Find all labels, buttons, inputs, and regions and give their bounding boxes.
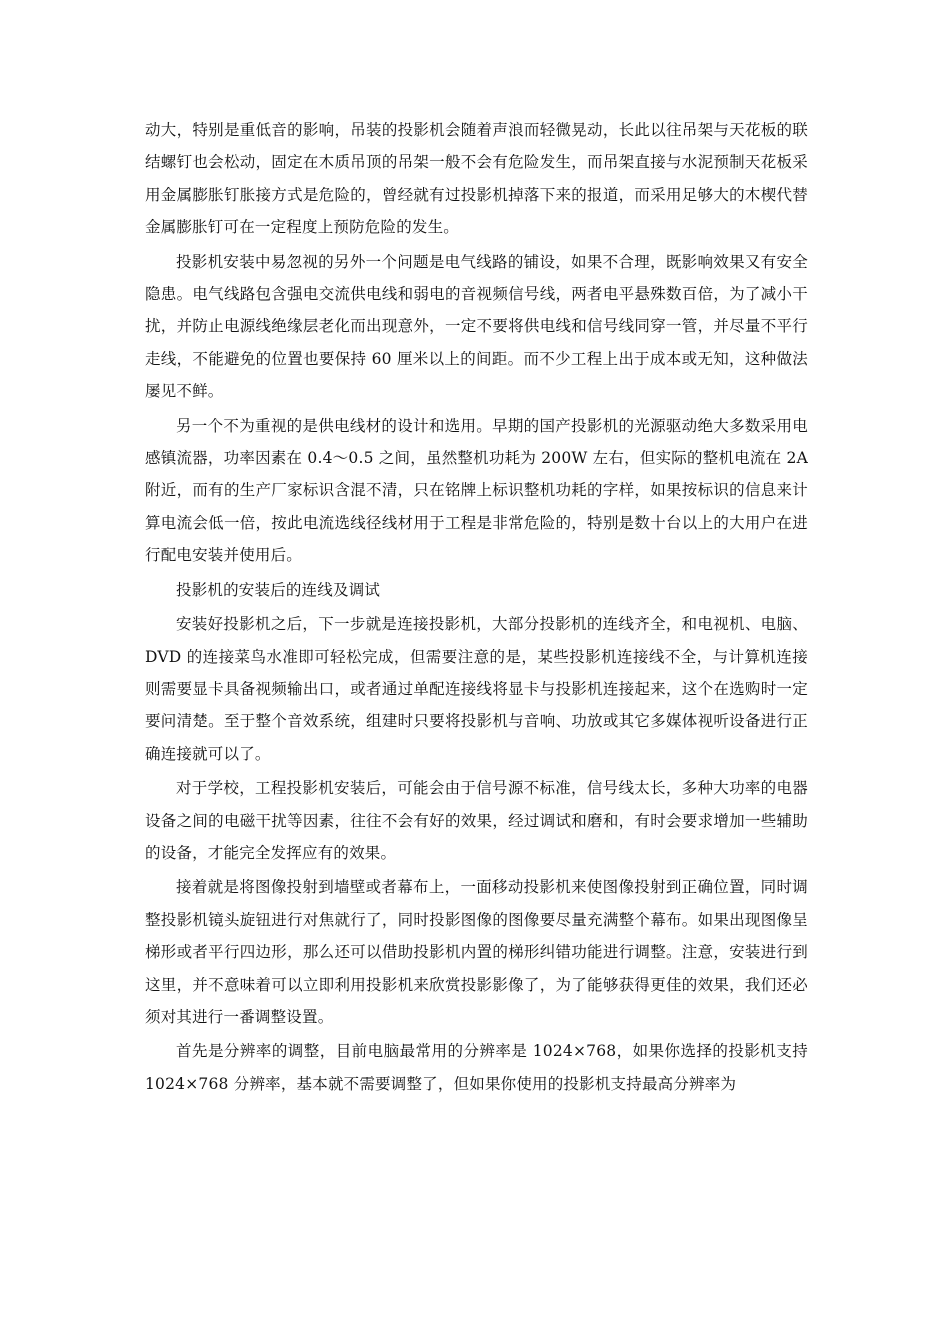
paragraph-connection: 安装好投影机之后，下一步就是连接投影机，大部分投影机的连线齐全，和电视机、电脑、DVD 的连接菜鸟水准即可轻松完成，但需要注意的是，某些投影机连接线不全，与计算机连接则需要显卡具备视频输出口，或者通过单配连接线将显卡与投影机连接起来，这个在选购时一定要问清楚。至于整个音效系统，组建时只要将投影机与音响、功放或其它多媒体视听设备进行正确连接就可以了。 [145,615,808,763]
paragraph-projection: 接着就是将图像投射到墙壁或者幕布上，一面移动投影机来使图像投射到正确位置，同时调整投影机镜头旋钮进行对焦就行了，同时投影图像的图像要尽量充满整个幕布。如果出现图像呈梯形或者平行四边形，那么还可以借助投影机内置的梯形纠错功能进行调整。注意，安装进行到这里，并不意味着可以立即利用投影机来欣赏投影影像了，为了能够获得更佳的效果，我们还必须对其进行一番调整设置。 [145,878,808,1026]
paragraph-resolution: 首先是分辨率的调整，目前电脑最常用的分辨率是 1024×768，如果你选择的投影机支持 1024×768 分辨率，基本就不需要调整了，但如果你使用的投影机支持最高分辨率为 [145,1042,808,1093]
paragraph-power-cable: 另一个不为重视的是供电线材的设计和选用。早期的国产投影机的光源驱动绝大多数采用电感镇流器，功率因素在 0.4～0.5 之间，虽然整机功耗为 200W 左右，但实际的整机电流在 2A 附近，而有的生产厂家标识含混不清，只在铭牌上标识整机功耗的字样，如果按标识的信息来计算电流会低一倍，按此电流选线径线材用于工程是非常危险的，特别是数十台以上的大用户在进行配电安装并使用后。 [145,416,808,565]
paragraph-school: 对于学校，工程投影机安装后，可能会由于信号源不标准，信号线太长，多种大功率的电器设备之间的电磁干扰等因素，往往不会有好的效果，经过调试和磨和，有时会要求增加一些辅助的设备，才能完全发挥应有的效果。 [145,779,808,862]
paragraph-continued: 动大，特别是重低音的影响，吊装的投影机会随着声浪而轻微晃动，长此以往吊架与天花板的联结螺钉也会松动，固定在木质吊顶的吊架一般不会有危险发生，而吊架直接与水泥预制天花板采用金属膨胀钉胀接方式是危险的，曾经就有过投影机掉落下来的报道，而采用足够大的木楔代替金属膨胀钉可在一定程度上预防危险的发生。 [145,121,808,237]
section-heading: 投影机的安装后的连线及调试 [176,580,381,599]
document-body [145,114,808,1100]
paragraph-wiring: 投影机安装中易忽视的另外一个问题是电气线路的铺设，如果不合理，既影响效果又有安全隐患。电气线路包含强电交流供电线和弱电的音视频信号线，两者电平悬殊数百倍，为了减小干扰，并防止电源线绝缘层老化而出现意外，一定不要将供电线和信号线同穿一管，并尽量不平行走线，不能避免的位置也要保持 60 厘米以上的间距。而不少工程上出于成本或无知，这种做法屡见不鲜。 [145,252,808,401]
